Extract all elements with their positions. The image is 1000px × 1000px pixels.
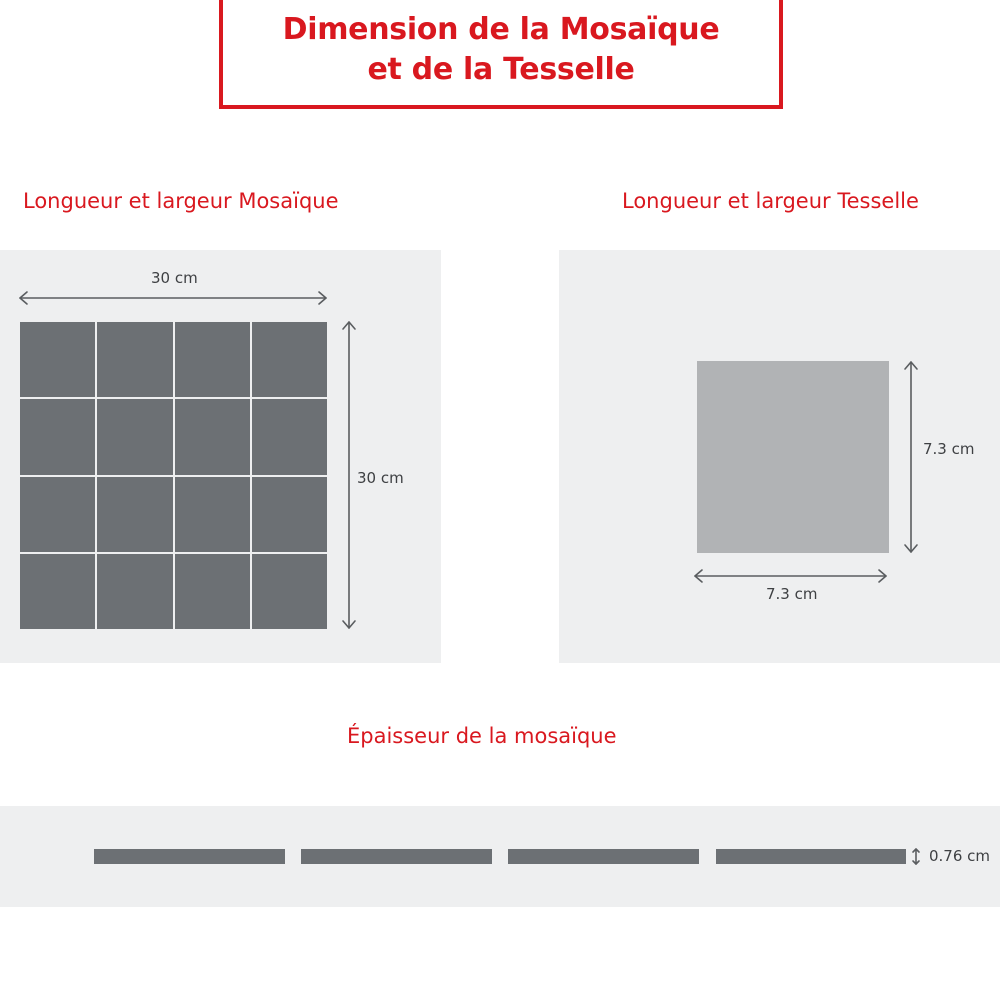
double-arrow-vertical-icon (343, 322, 355, 628)
double-arrow-horizontal-icon (20, 292, 326, 304)
mosaic-section-heading: Longueur et largeur Mosaïque (23, 189, 339, 213)
mosaic-height-label: 30 cm (357, 469, 404, 487)
tessera-width-label: 7.3 cm (766, 585, 818, 603)
double-arrow-vertical-icon (905, 362, 917, 552)
title-line-2: et de la Tesselle (367, 51, 635, 87)
thickness-label: 0.76 cm (929, 847, 991, 865)
tessera-height-label: 7.3 cm (923, 440, 975, 458)
thickness-arrow-icon (913, 849, 919, 864)
tessera-section-heading: Longueur et largeur Tesselle (622, 189, 919, 213)
mosaic-width-label: 30 cm (151, 269, 198, 287)
thickness-section-heading: Épaisseur de la mosaïque (347, 724, 617, 748)
double-arrow-horizontal-icon (695, 570, 886, 582)
title-line-1: Dimension de la Mosaïque (282, 11, 720, 47)
